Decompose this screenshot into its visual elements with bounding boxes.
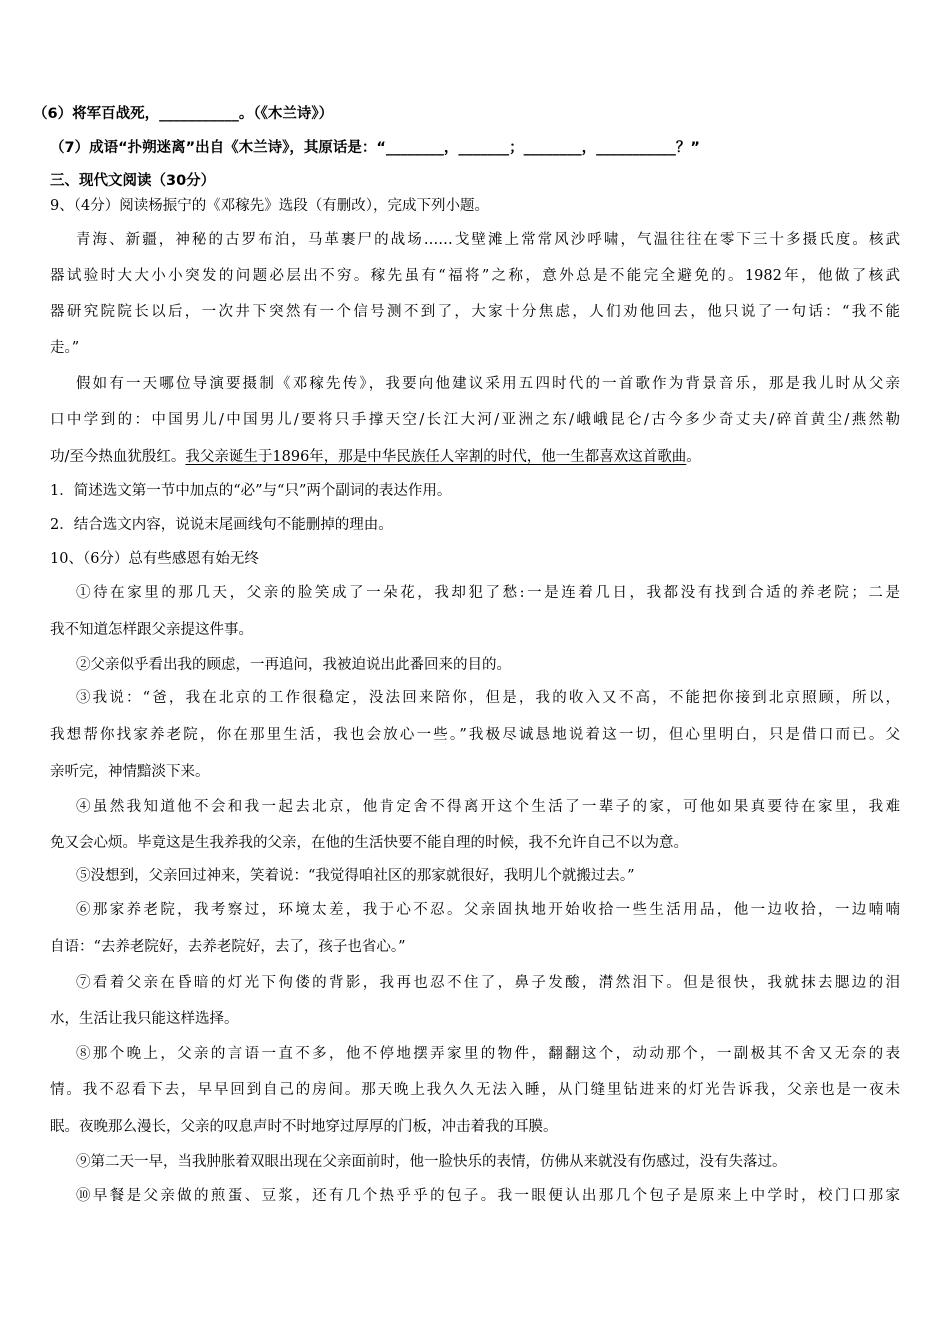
q9-para1-line4: 走。” bbox=[50, 340, 80, 356]
q9-para2-line1: 假如有一天哪位导演要摄制《邓稼先传》，我要向他建议采用五四时代的一首歌作为背景音乐，那是我儿时从父亲 bbox=[76, 376, 900, 392]
q10-p7-line1: ⑦看着父亲在昏暗的灯光下佝偻的背影，我再也忍不住了，鼻子发酸，潸然泪下。但是很快，我就抹去腮边的泪 bbox=[76, 975, 900, 991]
q10-p1-line2: 我不知道怎样跟父亲提这件事。 bbox=[50, 622, 253, 638]
q10-p4-line2: 免又会心烦。毕竟这是生我养我的父亲，在他的生活快要不能自理的时候，我不允许自己不以为意。 bbox=[50, 835, 688, 851]
fill-item-7: （7）成语“扑朔迷离”出自《木兰诗》，其原话是：“________，_______；________，___________？” bbox=[50, 140, 700, 156]
q10-p3-line2: 我想帮你找家养老院，你在那里生活，我也会放心一些。”我极尽诚恳地说着这一切，但心里明白，只是借口而已。父 bbox=[50, 727, 900, 743]
q9-subquestion-2: 2．结合选文内容，说说末尾画线句不能删掉的理由。 bbox=[50, 517, 393, 533]
q10-p9-line1: ⑨第二天一早，当我肿胀着双眼出现在父亲面前时，他一脸快乐的表情，仿佛从来就没有伤感过，没有失落过。 bbox=[76, 1154, 787, 1170]
q10-p1-line1: ①待在家里的那几天，父亲的脸笑成了一朵花，我却犯了愁:一是连着几日，我都没有找到合适的养老院；二是 bbox=[76, 585, 900, 601]
q9-para2-plain: 功/至今热血犹殷红。 bbox=[50, 449, 186, 465]
question-9-intro: 9、（4分）阅读杨振宁的《邓稼先》选段（有删改），完成下列小题。 bbox=[50, 198, 489, 214]
q10-p6-line1: ⑥那家养老院，我考察过，环境太差，我于心不忍。父亲固执地开始收拾一些生活用品，他一边收拾，一边喃喃 bbox=[76, 902, 900, 918]
q10-p5-line1: ⑤没想到，父亲回过神来，笑着说：“我觉得咱社区的那家就很好，我明儿个就搬过去。” bbox=[76, 868, 635, 884]
q10-p3-line1: ③我说：“爸，我在北京的工作很稳定，没法回来陪你，但是，我的收入又不高，不能把你接到北京照顾，所以， bbox=[76, 690, 900, 706]
q10-p8-line3: 眠。夜晚那么漫长，父亲的叹息声时不时地穿过厚厚的门板，冲击着我的耳膜。 bbox=[50, 1119, 558, 1135]
q10-p6-line2: 自语：“去养老院好，去养老院好，去了，孩子也省心。” bbox=[50, 939, 406, 955]
q10-p3-line3: 亲听完，神情黯淡下来。 bbox=[50, 764, 210, 780]
q9-para2-line3 bbox=[50, 447, 701, 467]
q9-para2-end: 。 bbox=[686, 449, 701, 465]
q9-underlined-sentence: 我父亲诞生于1896年，那是中华民族任人宰割的时代，他一生都喜欢这首歌曲 bbox=[185, 449, 687, 465]
q10-p8-line2: 情。我不忍看下去，早早回到自己的房间。那天晚上我久久无法入睡，从门缝里钻进来的灯光告诉我，父亲也是一夜未 bbox=[50, 1082, 900, 1098]
q9-para1-line2: 器试验时大大小小突发的问题必层出不穷。稼先虽有“福将”之称，意外总是不能完全避免的。1982年，他做了核武 bbox=[50, 268, 900, 284]
q9-subquestion-1: 1．简述选文第一节中加点的“必”与“只”两个副词的表达作用。 bbox=[50, 483, 452, 499]
q9-para2-line2: 口中学到的：中国男儿/中国男儿/要将只手撑天空/长江大河/亚洲之东/峨峨昆仑/古今多少奇丈夫/碎首黄尘/燕然勒 bbox=[50, 412, 900, 428]
q10-p10-line1: ⑩早餐是父亲做的煎蛋、豆浆，还有几个热乎乎的包子。我一眼便认出那几个包子是原来上中学时，校门口那家 bbox=[76, 1188, 900, 1204]
q9-para1-line1: 青海、新疆，神秘的古罗布泊，马革裹尸的战场……戈壁滩上常常风沙呼啸，气温往往在零下三十多摄氏度。核武 bbox=[76, 232, 900, 248]
section-heading: 三、现代文阅读（30分） bbox=[50, 173, 216, 189]
q10-p7-line2: 水，生活让我只能这样选择。 bbox=[50, 1011, 239, 1027]
fill-item-6: （6）将军百战死，___________。（《木兰诗》） bbox=[33, 106, 334, 122]
q10-p2-line1: ②父亲似乎看出我的顾虑，一再追问，我被迫说出此番回来的目的。 bbox=[76, 657, 511, 673]
question-10-intro: 10、（6分）总有些感恩有始无终 bbox=[50, 551, 259, 567]
q10-p4-line1: ④虽然我知道他不会和我一起去北京，他肯定舍不得离开这个生活了一辈子的家，可他如果真要待在家里，我难 bbox=[76, 799, 900, 815]
q10-p8-line1: ⑧那个晚上，父亲的言语一直不多，他不停地摆弄家里的物件，翻翻这个，动动那个，一副极其不舍又无奈的表 bbox=[76, 1046, 900, 1062]
q9-para1-line3: 器研究院院长以后，一次井下突然有一个信号测不到了，大家十分焦虑，人们劝他回去，他只说了一句话：“我不能 bbox=[50, 304, 900, 320]
